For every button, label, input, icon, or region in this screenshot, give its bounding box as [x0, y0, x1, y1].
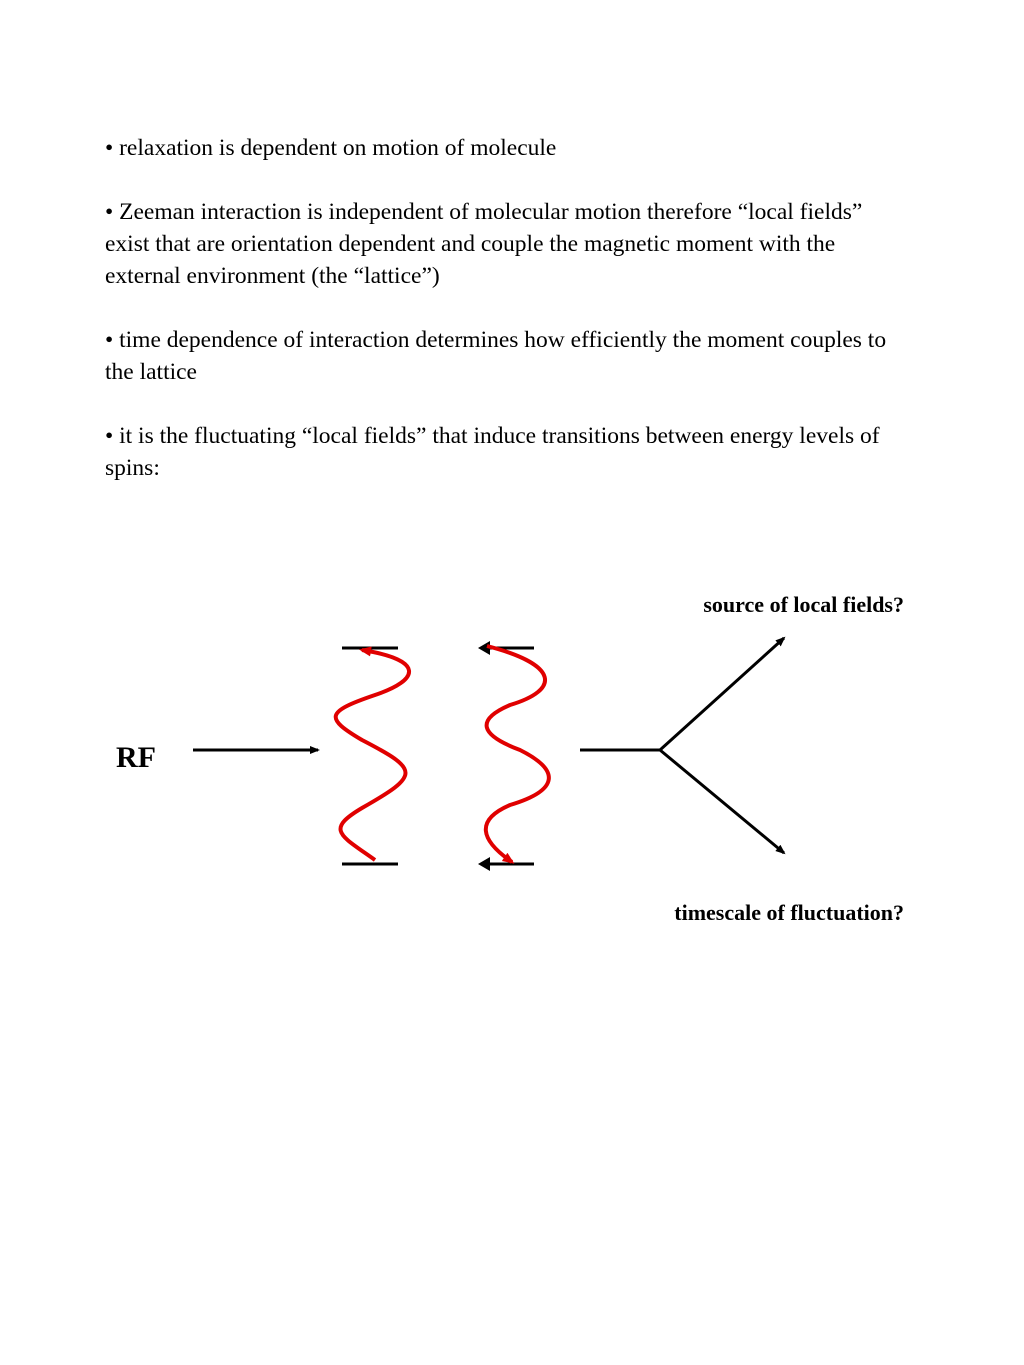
upper-branch-label: source of local fields? — [703, 592, 904, 617]
arrowhead-lower-right-level — [478, 857, 490, 871]
bullet-relaxation: • relaxation is dependent on motion of molecule — [105, 135, 557, 161]
upper-branch-arrow — [660, 638, 784, 750]
bullet-zeeman: • Zeeman interaction is independent of molecular motion therefore “local fields” exist that are orientation dependent and couple the magnetic moment with the external environment (the “lattice”) — [105, 199, 863, 289]
bullet-time-dependence: • time dependence of interaction determines how efficiently the moment couples to the lattice — [105, 327, 887, 385]
lower-branch-label: timescale of fluctuation? — [674, 900, 904, 925]
rf-label: RF — [116, 741, 156, 774]
lower-branch-arrow — [660, 750, 784, 853]
emission-wave — [486, 646, 549, 862]
bullet-fluctuating-fields: • it is the fluctuating “local fields” that induce transitions between energy levels of spins: — [105, 423, 880, 481]
absorption-wave — [336, 650, 409, 860]
